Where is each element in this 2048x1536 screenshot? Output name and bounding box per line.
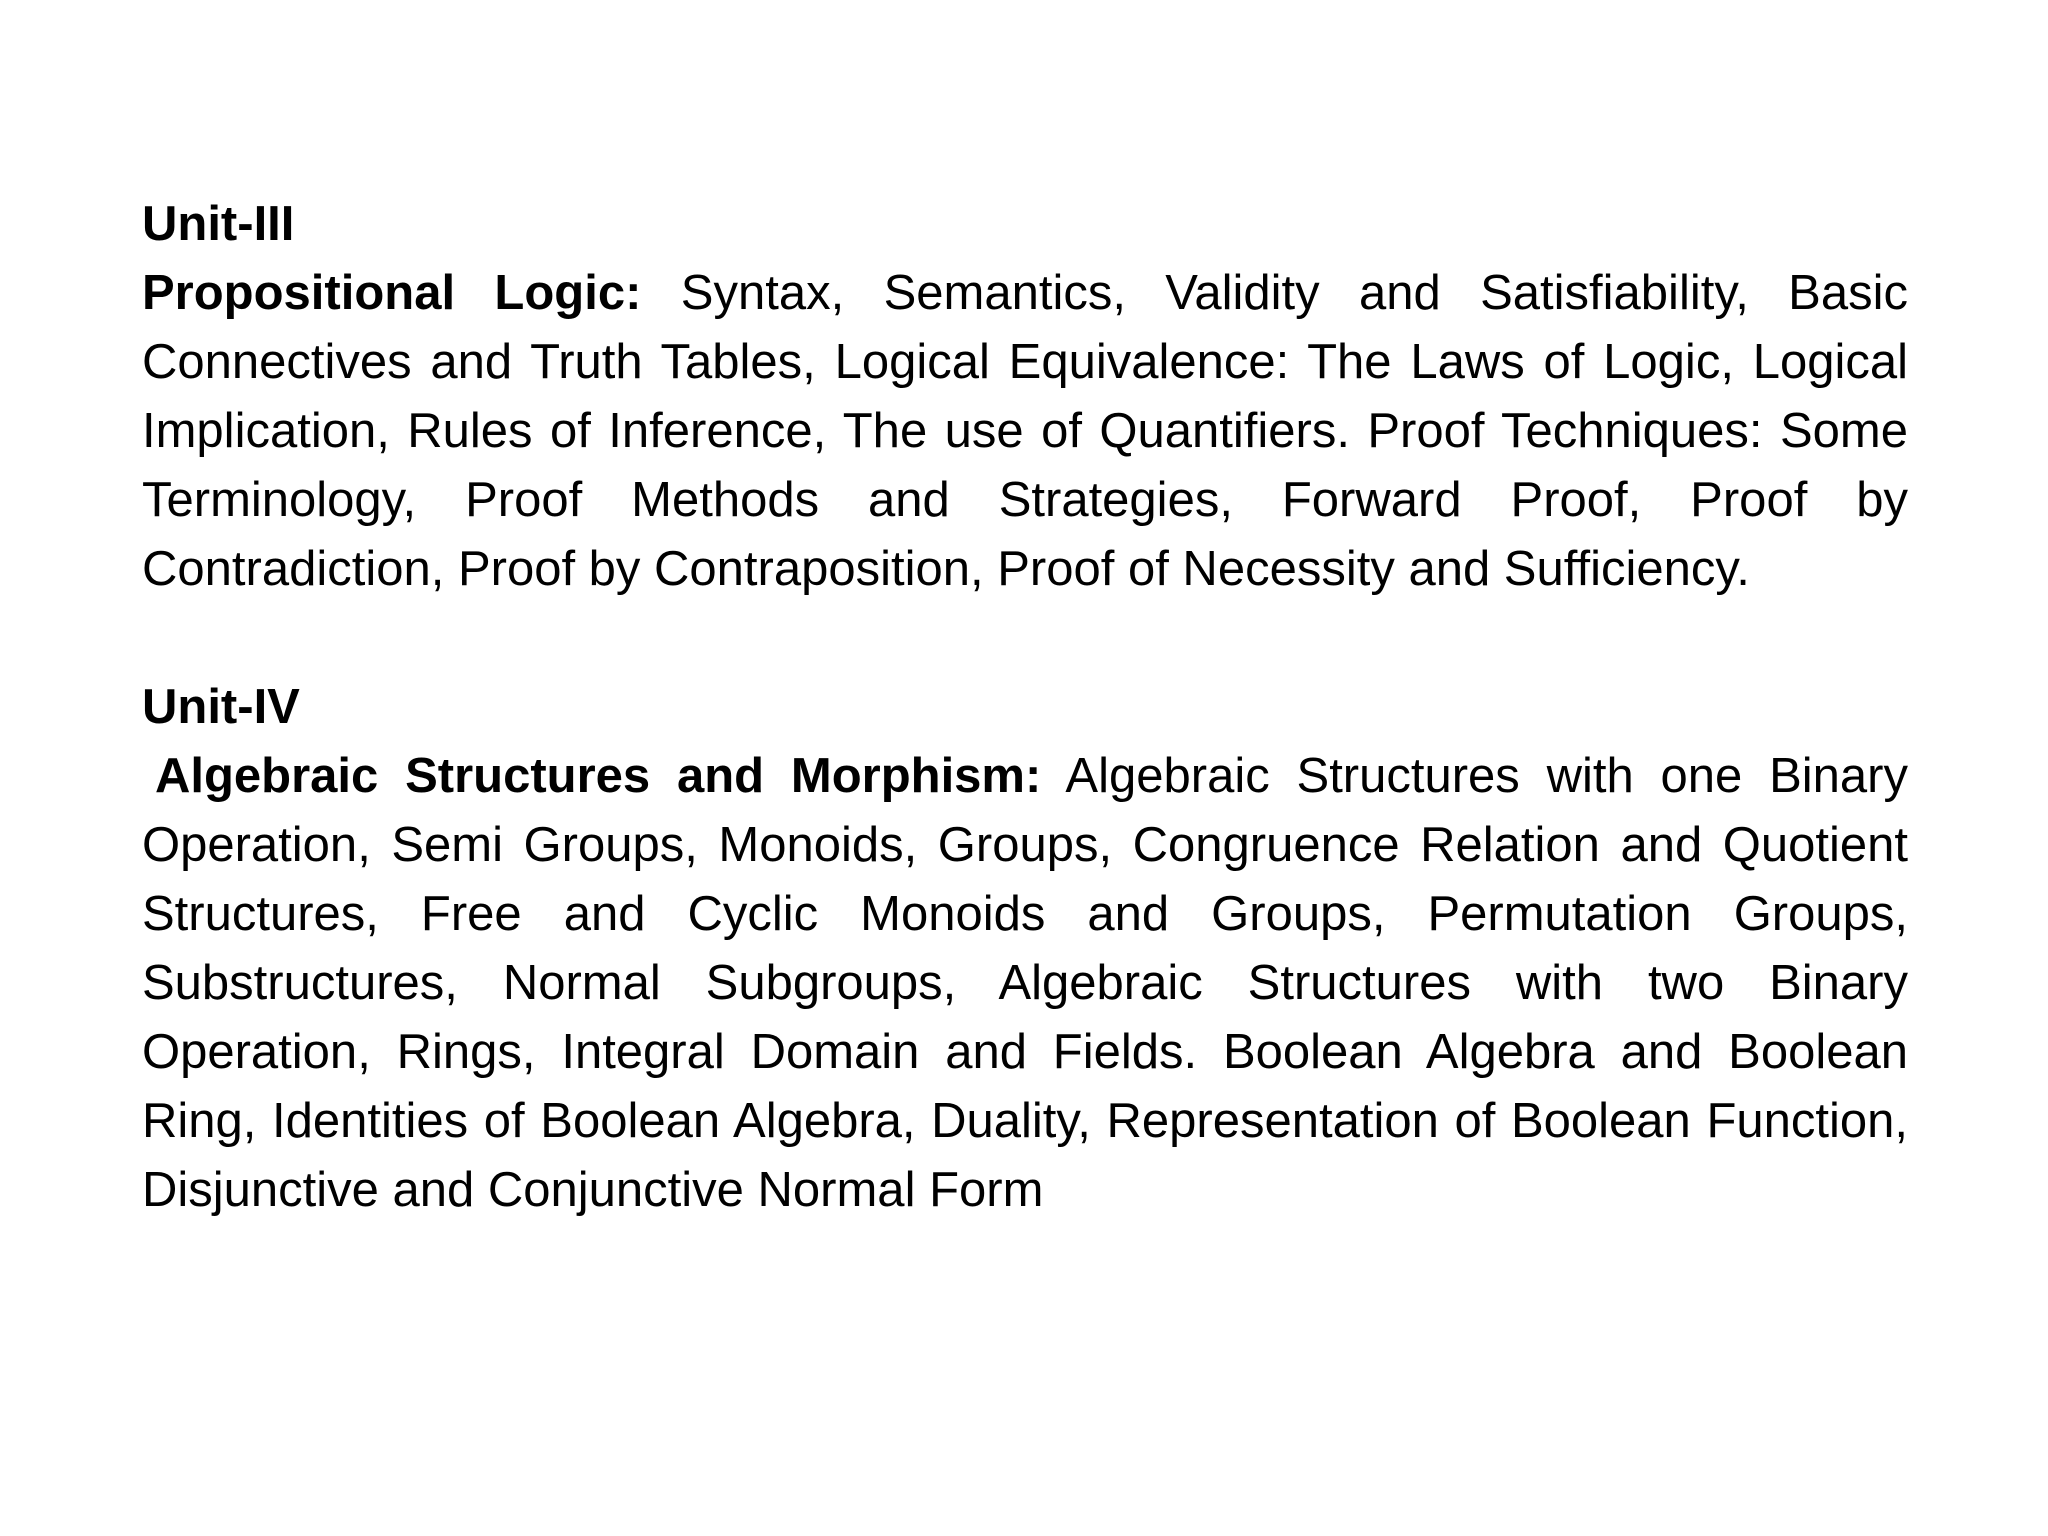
unit-3-paragraph <box>142 259 1908 604</box>
unit-4-body: Algebraic Structures with one Binary Operation, Semi Groups, Monoids, Groups, Congruence Relation and Quotient Structures, Free and Cyclic Monoids and Groups, Permutation Groups, Substructures, Normal Subgroups, Algebraic Structures with two Binary Operation, Rings, Integral Domain and Fields. Boolean Algebra and Boolean Ring, Identities of Boolean Algebra, Duality, Representation of Boolean Function, Disjunctive and Conjunctive Normal Form <box>142 749 1908 1217</box>
slide-content <box>142 190 1908 1225</box>
section-spacer <box>142 604 1908 673</box>
unit-3-heading: Unit-III <box>142 197 295 251</box>
unit-3-topic: Propositional Logic: <box>142 266 642 320</box>
unit-4-paragraph <box>142 742 1908 1225</box>
unit-4-heading: Unit-IV <box>142 680 300 734</box>
unit-3-body: Syntax, Semantics, Validity and Satisfiability, Basic Connectives and Truth Tables, Logical Equivalence: The Laws of Logic, Logical Implication, Rules of Inference, The use of Quantifiers. Proof Techniques: Some Terminology, Proof Methods and Strategies, Forward Proof, Proof by Contradiction, Proof by Contraposition, Proof of Necessity and Sufficiency. <box>142 266 1908 596</box>
unit-4-topic: Algebraic Structures and Morphism: <box>155 749 1042 803</box>
